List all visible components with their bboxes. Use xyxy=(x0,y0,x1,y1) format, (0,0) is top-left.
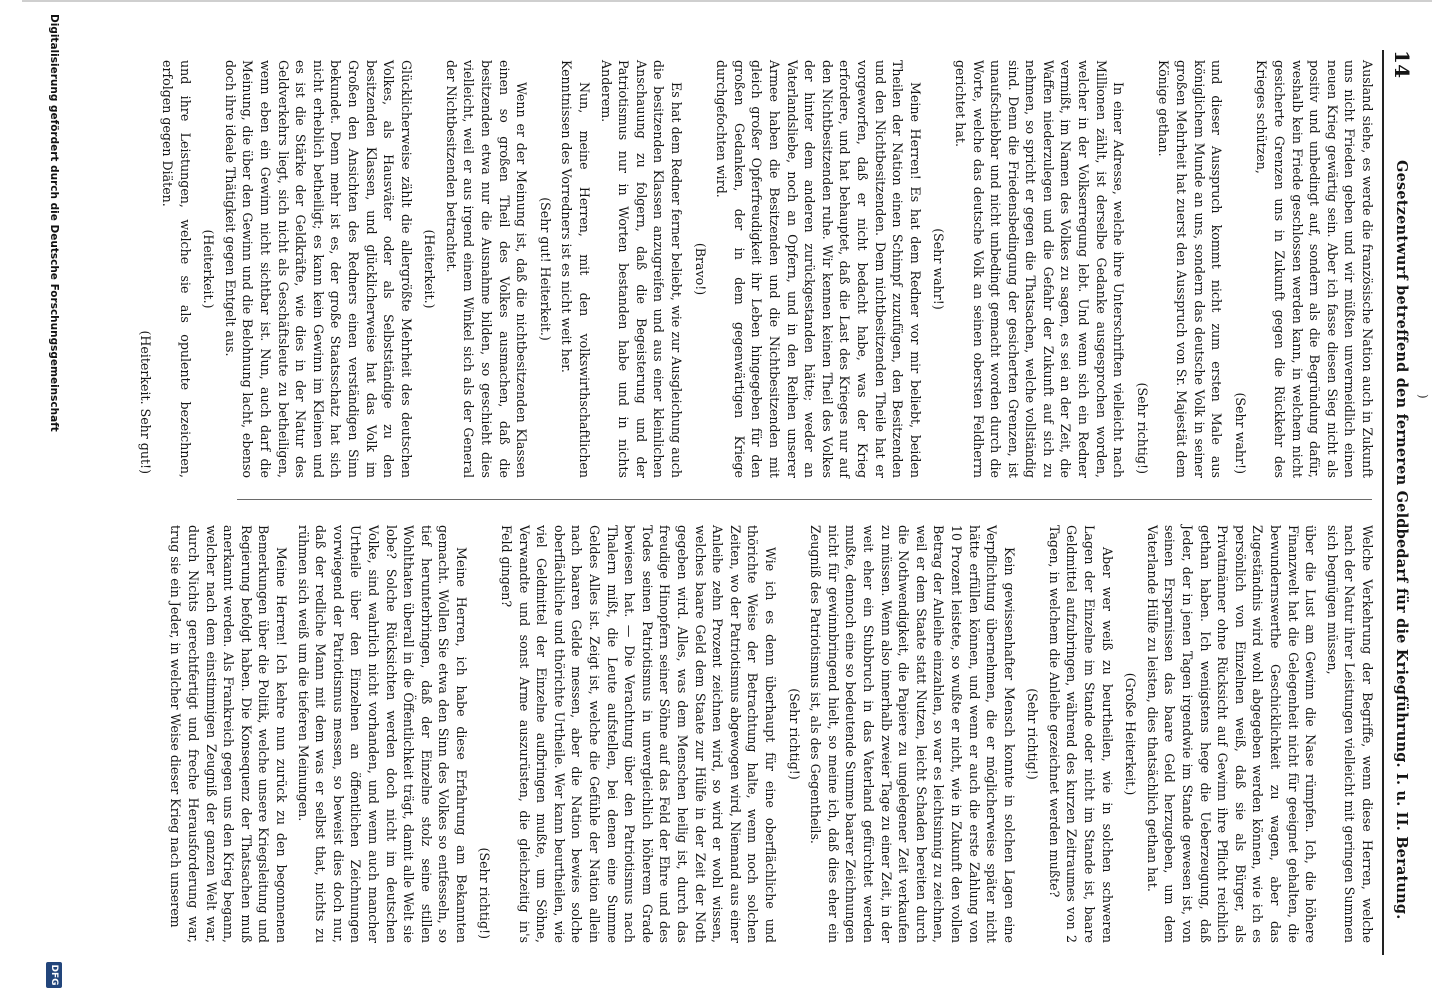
reaction-note: (Große Heiterkeit.) xyxy=(1123,672,1139,796)
reaction-note: (Heiterkeit. Sehr gut!) xyxy=(138,330,154,474)
left-text-column xyxy=(131,60,1376,478)
paragraph: Glücklicherweise zählt die allergrößte Mehrheit des deutschen Volkes, als Hausväter oder als Selbstständige zu den besitzenden Klassen, und glücklicherweise hat das Volk im Großen den Ansichten des Redners einen verständigen Sinn bekundet. Denn mehr ist es, der große Staatsschatz hat sich nicht erheblich betheiligt; es kann kein Gewinn im Kleinen und es ist die Stärke der Geldkräfte, wie dies in der Natur des Geldverkehrs liegt, sich nicht als Geschäftsleute zu betheiligen, wenn eben ein Gewinn nicht sichtbar ist. Nun, auch darf die Meinung, die über den Gewinn und die Belohnung lacht, ebenso doch ihre ideale Thätigkeit gegen Entgelt aus. xyxy=(222,60,414,478)
paragraph: über die Lust am Gewinn die Nase rümpfen. Ich, die höhere Finanzwelt hat die Gelegenheit nicht für geeignet gehalten, die bewundernswerthe Geschicklichkeit zu wagen, aber das Zugeständnis wird wohl abgegeben werden können, wie ich es persönlich von Einzelnen weiß, daß sie als Bürger, als Privatmänner ohne Rücksicht auf Gewinn ihre Pflicht reichlich gethan haben. Ich wenigstens hege die Ueberzeugung, daß Jeder, der in jenen Tagen irgendwie im Stande gewesen ist, von seinen Ersparnissen das baare Geld herzugeben, um dem Vaterlande Hülfe zu leisten, dies thatsächlich gethan hat. xyxy=(1144,525,1319,943)
paragraph: Meine Herren! Es hat dem Redner vor mir beliebt, beiden Theilen der Nation einen Schimpf zuzufügen, den Besitzenden und den Nichtbesitzenden. Dem nichtbesitzenden Theile hat er vorgeworfen, daß er nicht bedacht habe, was der Krieg erfordere, und hat behauptet, daß die Last des Krieges nur auf den Nichtbesitzenden ruhe. Wir kennen keinen Theil des Volkes der hinter dem anderen zurückgestanden hätte; weder an Vaterlandsliebe, noch an Opfern, und in den Reihen unserer Armee haben die Besitzenden und die Nichtbesitzenden mit gleich großer Opferfreudigkeit ihr Leben hingegeben für den großen Gedanken, der in dem gegenwärtigen Kriege durchgefochten wird. xyxy=(714,60,923,478)
paragraph: Meine Herren, ich habe diese Erfahrung am Bekannten gemacht. Wollen Sie etwa den Sinn des Volkes so entfesseln, so tief herunterbringen, daß der Einzelne stolz seine stillen Wohlthaten überall in die Öffentlichkeit trägt, damit alle Welt sie lobe? Solche Rücksichten werden doch nicht im deutschen Volke, sind wahrlich nicht vorhanden, und wenn auch mancher Urtheile über den Einzelnen an öffentlichen Zeichnungen vorwiegend der Patriotismus messen, so beweist dies doch nur, daß der redliche Mann mit dem was er selbst that, nichts zu rühmen sich weiß um die tieferen Meinungen. xyxy=(295,525,469,943)
header-rule xyxy=(1382,50,1384,955)
paragraph: Nun, meine Herren, mit den volkswirthschaftlichen Kenntnissen des Vorredners ist es nicht weit her. xyxy=(559,60,593,478)
paragraph: In einer Adresse, welche ihre Unterschriften vielleicht nach Millionen zählt, ist derselbe Gedanke ausgesprochen worden, welcher in der Volkserregung lebt. Und wenn sich ein Redner vermißt, im Namen des Volkes zu sagen, es sei an der Zeit, die Waffen niederzulegen und die Gefahr der Zukunft auf sich zu nehmen, so spricht er gegen die Thatsachen, welche vollständig sind. Denn die Friedensbedingung der gesicherten Grenzen, ist unaufschiebbar und nicht unbedingt gemacht worden durch die Worte, welche das deutsche Volk an seinen obersten Feldherrn gerichtet hat. xyxy=(952,60,1127,478)
page-number: 14 xyxy=(1390,50,1414,79)
dfg-logo-icon: DFG xyxy=(46,962,62,988)
reaction-note: (Sehr richtig!) xyxy=(1134,382,1150,474)
page-title: Gesetzentwurf betreffend den ferneren Geldbedarf für die Kriegführung. I. u. II. Beratung. xyxy=(1393,160,1410,920)
column-divider xyxy=(237,499,1372,500)
paragraph: Wie ich es denn überhaupt für eine oberflächliche und thörichte Weise der Betrachtung halte, wenn noch solchen Zeiten, wo der Patriotismus abgewogen wird, Niemand aus einer Anleihe zehn Prozent zeichnen wird, so wird er wohl wissen, welches baare Geld dem Staate zur Hülfe in der Zeit der Noth gegeben wird. Alles, was dem Menschen heilig ist, durch das freudige Hinopfern seiner Söhne auf das Feld der Ehre und des Todes seinen Patriotismus in unvergleichlich höherem Grade bewiesen hat. — Die Verachtung über den Patriotismus nach Thalern mißt, die Leute aufstellen, bei denen eine Summe Geldes Alles ist. Zeigt ist, welche die Gefühle der Nation allein nach baaren Gelde messen, aber die Nation bewies solche oberflächliche und thörichte Urtheile. Wer kann beurtheilen, wie viel Geldmittel der Einzelne aufbringen mußte, um Söhne, Verwandte und sonst Arme auszurüsten, die gleichzeitig in's Feld gingen? xyxy=(499,525,778,943)
reaction-note: (Heiterkeit.) xyxy=(422,229,438,309)
paragraph: Wenn er der Meinung ist, daß die nichtbesitzenden Klassen einen so großen Theil des Volkes ausmachen, daß die besitzenden etwa nur die Ausnahme bilden, so geschieht dies vielleicht, weil er aus irgend einem Winkel sich als der General der Nichtbesitzenden betrachtet. xyxy=(443,60,530,478)
right-text-column xyxy=(163,525,1376,943)
paragraph: Ausland siehe, es werde die französische Nation auch in Zukunft uns nicht Frieden geben und wir müßten unvermeidlich einen neuen Krieg gewärtig sein. Aber ich fasse diesen Sieg nicht als positiv und unbedingt auf, sondern als die Begründung dafür, weshalb kein Friede geschlossen werden kann, in welchem nicht gesicherte Grenzen uns in Zukunft gegen die Rückkehr des Krieges schützen, xyxy=(1254,60,1375,478)
reaction-note: (Heiterkeit.) xyxy=(201,229,217,309)
reaction-note: (Sehr richtig!) xyxy=(786,688,802,780)
paragraph: und dieser Ausspruch kommt nicht zum ersten Male aus königlichem Munde an uns, sondern das deutsche Volk in seiner großen Mehrheit hat zuerst den Ausspruch von Sr. Majestät dem Könige gethan. xyxy=(1156,60,1225,478)
paragraph: Es hat dem Redner ferner beliebt, wie zur Ausgleichung auch die besitzenden Klassen anzugreifen und aus einer kleinlichen Anschauung zu folgern, daß die Begeisterung und der Patriotismus nur in Worten bestanden habe und in nichts Anderem. xyxy=(598,60,685,478)
reaction-note: (Sehr wahr!) xyxy=(1232,392,1248,474)
running-head xyxy=(1386,50,1414,955)
paragraph: Aber wer weiß zu beurtheilen, wie in solchen schweren Lagen der Einzelne im Stande oder nicht im Stande ist, baare Geldmittel aufzubringen, während des kurzen Zeitraumes von 2 Tagen, in welchem die Anleihe gezeichnet werden mußte? xyxy=(1046,525,1115,943)
reaction-note: (Sehr gut! Heiterkeit.) xyxy=(537,197,553,341)
paragraph: Meine Herren! Ich kehre nun zurück zu den begonnenen Bemerkungen über die Politik, welche unsere Kriegsleitung und Regierung befolgt haben. Die Konsequenz der Thatsachen muß anerkannt werden. Als Frankreich gegen uns den Krieg begann, welcher nach dem einstimmigen Zeugniß der ganzen Welt war, durch Nichts gerechtfertigt und freche Herausforderung war, trug sie ein Jeder, in welcher Weise dieser Krieg nach unserem xyxy=(168,525,289,943)
paragraph: und ihre Leistungen, welche sie als opulente bezeichnen, erfolgen gegen Diäten. xyxy=(160,60,193,478)
reaction-note: (Bravo!) xyxy=(692,242,708,296)
page-edge xyxy=(22,0,1432,2)
stray-mark: ) xyxy=(1416,394,1430,399)
paragraph: Welche Verkehrung der Begriffe, wenn diese Herren, welche nach der Natur ihrer Leistungen vielleicht mit geringen Summen sich begnügen müssen, xyxy=(1324,525,1375,943)
paragraph: Kein gewissenhafter Mensch konnte in solchen Lagen eine Verpflichtung übernehmen, die er möglicherweise später nicht hätte erfüllen können, und wenn er auch die erste Zahlung von 10 Prozent leistete, so wußte er nicht, wie in Zukunft den vollen Betrag der Anleihe einzahlen, so war es leichtsinnig zu zeichnen, weil er dem Staate statt Nutzen, leicht Schaden bereiten durch die Nothwendigkeit, die Papiere zu ungelegener Zeit verkaufen zu müssen. Wenn also innerhalb zweier Tage zu einer Zeit, in der weit eher ein Stubbruch in das Vaterland gefürchtet werden mußte, dennoch eine so bedeutende Summe baarer Zeichnungen nicht für gewinnbringend hielt, so meine ich, daß dies eher ein Zeugniß des Patriotismus ist, als des Gegentheils. xyxy=(808,525,1017,943)
reaction-note: (Sehr richtig!) xyxy=(1025,688,1041,780)
reaction-note: (Sehr wahr!) xyxy=(931,228,947,310)
digitization-credit: Digitalisierung gefördert durch die Deutsche Forschungsgemeinschaft xyxy=(48,14,60,432)
reaction-note: (Sehr richtig!) xyxy=(477,847,493,939)
scanned-page xyxy=(22,0,1432,1000)
